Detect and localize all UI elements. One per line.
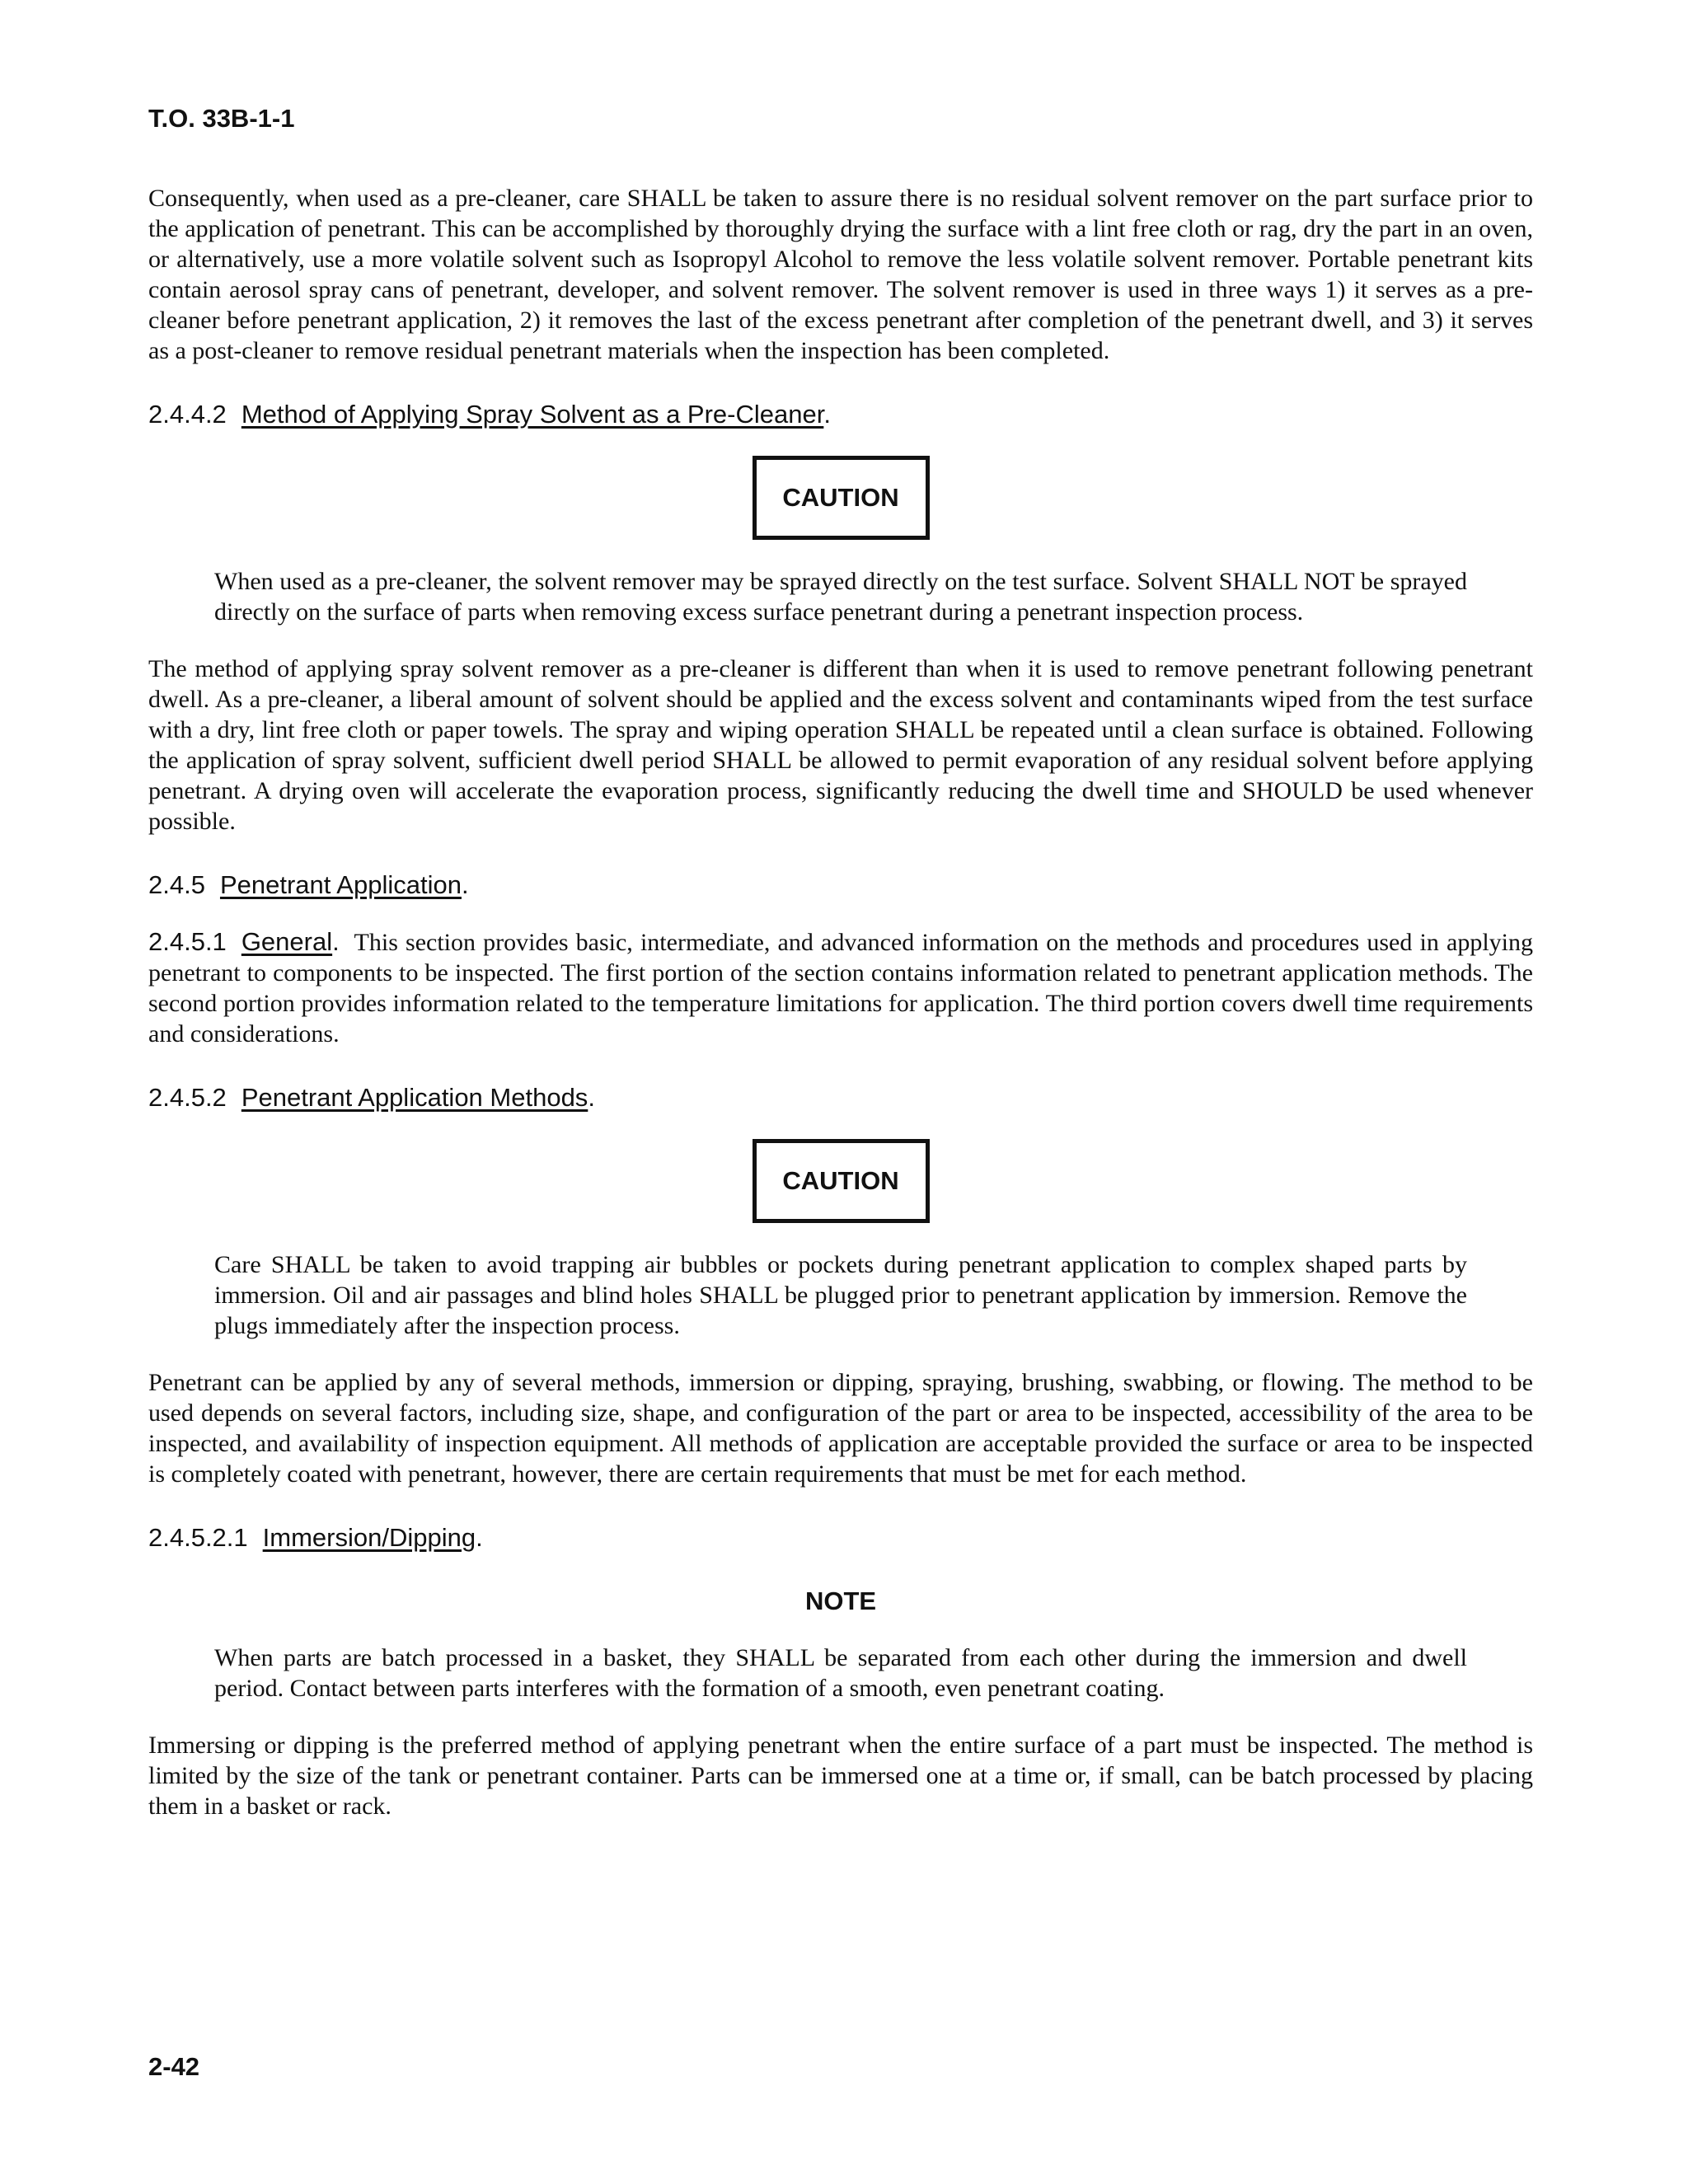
section-2-4-5-1-paragraph bbox=[148, 926, 1533, 1049]
section-number: 2.4.4.2 bbox=[148, 400, 227, 429]
caution-1-text: When used as a pre-cleaner, the solvent remover may be sprayed directly on the test surface. Solvent SHALL NOT be sprayed directly on the surface of parts when removing excess surface penetrant during a penetrant inspection process. bbox=[214, 568, 1467, 626]
section-2-4-5-2-1-heading bbox=[148, 1522, 1533, 1553]
caution-label-box: CAUTION bbox=[753, 1139, 930, 1223]
immersion-paragraph: Immersing or dipping is the preferred method of applying penetrant when the entire surface of a part must be inspected. The method is limited by the size of the tank or penetrant container. Parts can be immersed one at a time or, if small, can be batch processed by placing them in a basket or rack. bbox=[148, 1732, 1533, 1820]
section-2-4-5-heading bbox=[148, 869, 1533, 900]
caution-label-box: CAUTION bbox=[753, 456, 930, 540]
general-text: This section provides basic, intermediate, and advanced information on the methods and procedures used in applying penetrant to components to be inspected. The first portion of the section contains information related to penetrant application methods. The second portion provides information related to the temperature limitations for application. The third portion covers dwell time requirements and considerations. bbox=[148, 929, 1533, 1047]
section-number: 2.4.5.2.1 bbox=[148, 1523, 248, 1552]
section-title: Immersion/Dipping bbox=[262, 1523, 476, 1552]
note-text: When parts are batch processed in a basket, they SHALL be separated from each other during the immersion and dwell period. Contact between parts interferes with the formation of a smooth, even penetrant coating. bbox=[214, 1644, 1467, 1702]
section-period: . bbox=[332, 927, 340, 956]
note-label: NOTE bbox=[804, 1586, 877, 1615]
document-id-header: T.O. 33B-1-1 bbox=[148, 104, 295, 133]
section-2-4-5-2-heading bbox=[148, 1082, 1533, 1113]
section-period: . bbox=[461, 870, 469, 899]
section-period: . bbox=[823, 400, 831, 429]
section-period: . bbox=[476, 1523, 483, 1552]
section-title: Method of Applying Spray Solvent as a Pre-Cleaner bbox=[241, 400, 824, 429]
caution-1-container bbox=[148, 456, 1533, 540]
method-paragraph: The method of applying spray solvent remover as a pre-cleaner is different than when it is used to remove penetrant following penetrant dwell. As a pre-cleaner, a liberal amount of solvent should be applied and the excess solvent and contaminants wiped from the test surface with a dry, lint free cloth or paper towels. The spray and wiping operation SHALL be repeated until a clean surface is obtained. Following the application of spray solvent, sufficient dwell period SHALL be allowed to permit evaporation of any residual solvent before applying penetrant. A drying oven will accelerate the evaporation process, significantly reducing the dwell time and SHOULD be used whenever possible. bbox=[148, 655, 1533, 835]
section-2-4-5-1-heading bbox=[148, 927, 340, 956]
caution-2-text: Care SHALL be taken to avoid trapping air bubbles or pockets during penetrant application to complex shaped parts by immersion. Oil and air passages and blind holes SHALL be plugged prior to penetrant application by immersion. Remove the plugs immediately after the inspection process. bbox=[214, 1251, 1467, 1339]
methods-paragraph: Penetrant can be applied by any of several methods, immersion or dipping, spraying, brushing, swabbing, or flowing. The method to be used depends on several factors, including size, shape, and configuration of the part or area to be inspected, accessibility of the area to be inspected, and availability of inspection equipment. All methods of application are acceptable provided the surface or area to be inspected is completely coated with penetrant, however, there are certain requirements that must be met for each method. bbox=[148, 1369, 1533, 1488]
page-body bbox=[148, 183, 1533, 1821]
section-number: 2.4.5.2 bbox=[148, 1083, 227, 1112]
section-title: General bbox=[241, 927, 333, 956]
intro-paragraph: Consequently, when used as a pre-cleaner, care SHALL be taken to assure there is no residual solvent remover on the part surface prior to the application of penetrant. This can be accomplished by thoroughly drying the surface with a lint free cloth or rag, dry the part in an oven, or alternatively, use a more volatile solvent such as Isopropyl Alcohol to remove the less volatile solvent remover. Portable penetrant kits contain aerosol spray cans of penetrant, developer, and solvent remover. The solvent remover is used in three ways 1) it serves as a pre-cleaner before penetrant application, 2) it removes the last of the excess penetrant after completion of the penetrant dwell, and 3) it serves as a post-cleaner to remove residual penetrant materials when the inspection has been completed. bbox=[148, 185, 1533, 364]
section-title: Penetrant Application Methods bbox=[241, 1083, 588, 1112]
section-number: 2.4.5.1 bbox=[148, 927, 227, 956]
section-2-4-4-2-heading bbox=[148, 399, 1533, 429]
page-number-footer: 2-42 bbox=[148, 2052, 200, 2081]
caution-2-container bbox=[148, 1139, 1533, 1223]
section-number: 2.4.5 bbox=[148, 870, 205, 899]
section-title: Penetrant Application bbox=[219, 870, 462, 899]
section-period: . bbox=[588, 1083, 595, 1112]
